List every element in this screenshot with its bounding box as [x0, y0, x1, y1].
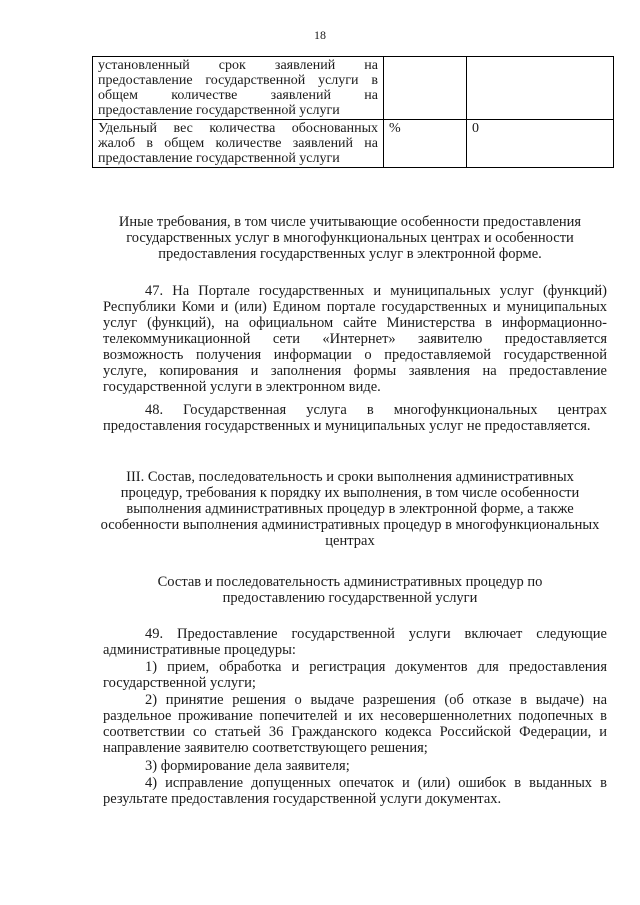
list-item: 2) принятие решения о выдаче разрешения (об отказе в выдаче) на раздельное проживание попечителей и их несовершеннолетних подопечных в соответствии со статьей 36 Гражданского кодекса Российской Федерации, и направление заявителю соответствующего решения; — [103, 692, 607, 756]
subsection-heading: Состав и последовательность административных процедур по предоставлению государственной услуги — [157, 574, 543, 606]
table-cell-unit: % — [384, 120, 467, 168]
paragraph-47: 47. На Портале государственных и муниципальных услуг (функций) Республики Коми и (или) Едином портале государственных и муниципальных услуг (функций), на официальном сайте Министерства в информационно-телекоммуникационной сети «Интернет» заявителю предоставляется возможность получения информации о предоставляемой государственной услуге, копирования и заполнения формы заявления на предоставление государственной услуги в электронном виде. — [103, 283, 607, 395]
paragraph-49: 49. Предоставление государственной услуги включает следующие административные процедуры: — [103, 626, 607, 658]
list-item: 3) формирование дела заявителя; — [145, 758, 350, 774]
paragraph-48: 48. Государственная услуга в многофункциональных центрах предоставления государственных и муниципальных услуг не предоставляется. — [103, 402, 607, 434]
table-cell-value: 0 — [467, 120, 614, 168]
table-cell-unit — [384, 57, 467, 120]
list-item: 1) прием, обработка и регистрация документов для предоставления государственной услуги; — [103, 659, 607, 691]
table-cell-indicator: установленный срок заявлений на предоставление государственной услуги в общем количестве заявлений на предоставление государственной услуги — [93, 57, 384, 120]
table-cell-indicator: Удельный вес количества обоснованных жалоб в общем количестве заявлений на предоставление государственной услуги — [93, 120, 384, 168]
indicators-table — [92, 56, 614, 168]
table-cell-value — [467, 57, 614, 120]
table-row — [93, 120, 614, 168]
section-heading-3: III. Состав, последовательность и сроки выполнения административных процедур, требования к порядку их выполнения, в том числе особенности выполнения административных процедур в электронной форме, а также особенности выполнения административных процедур в многофункциональных центрах — [100, 469, 600, 549]
section-heading-other-requirements: Иные требования, в том числе учитывающие особенности предоставления государственных услуг в многофункциональных центрах и особенности предоставления государственных услуг в электронной форме. — [118, 214, 582, 262]
list-item: 4) исправление допущенных опечаток и (или) ошибок в выданных в результате предоставления государственной услуги документах. — [103, 775, 607, 807]
page-number: 18 — [314, 28, 326, 42]
table-row — [93, 57, 614, 120]
